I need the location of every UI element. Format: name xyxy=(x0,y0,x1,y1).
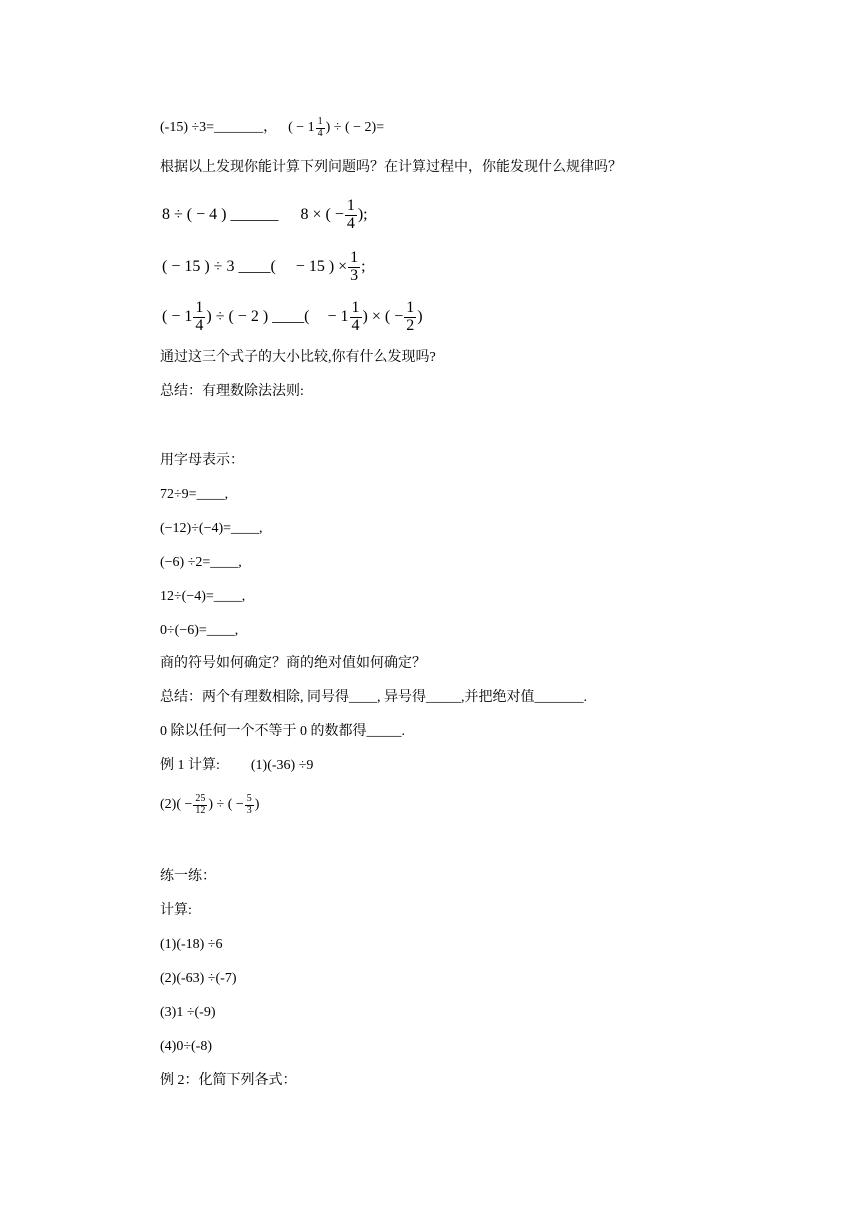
text-line: 用字母表示： xyxy=(160,453,244,468)
text-line: 通过这三个式子的大小比较,你有什么发现吗? xyxy=(160,350,436,365)
practice-heading: 练一练： xyxy=(160,869,216,884)
fraction: $\frac{1}{3}$ xyxy=(350,249,359,284)
exercise-line: 12÷(−4)=____, xyxy=(160,589,246,604)
equation-1: 8 ÷ ( − 4 ) ______ 8 × ( − $\frac{1}{4}$ ); xyxy=(162,197,368,232)
summary-line: 总结：两个有理数相除, 同号得____, 异号得_____,并把绝对值_______. xyxy=(160,690,587,705)
fraction: $\frac{25}{12}$ xyxy=(195,793,206,816)
equation-3: ( − 1 $\frac{1}{4}$ ) ÷ ( − 2 ) ____( − 1 $\frac{1}{4}$ ) × ( − $\frac{1}{2}$ ) xyxy=(162,299,423,334)
fraction: $\frac{1}{4}$ xyxy=(195,299,204,334)
exercise-line: 0÷(−6)=____, xyxy=(160,623,239,638)
fraction: $\frac{1}{4}$ xyxy=(351,299,360,334)
example-2-heading: 例 2：化简下列各式： xyxy=(160,1073,297,1088)
exercise-line: 72÷9=____, xyxy=(160,487,229,502)
fraction: $\frac{1}{4}$ xyxy=(346,197,355,232)
example-1-part-2: (2)( − $\frac{25}{12}$ ) ÷ ( − $\frac{5}{3}$ ) xyxy=(160,793,260,816)
exercise-line: (−6) ÷2=____, xyxy=(160,555,242,570)
division-question-line: (-15) ÷3=_______， ( − 1 $\frac{1}{4}$ ) ÷ ( − 2)= xyxy=(160,116,385,139)
practice-item: (3)1 ÷(-9) xyxy=(160,1005,216,1020)
fraction: $\frac{1}{4}$ xyxy=(317,116,323,139)
prompt-line: 根据以上发现你能计算下列问题吗？在计算过程中，你能发现什么规律吗？ xyxy=(160,160,622,175)
example-1-line: 例 1 计算: (1)(-36) ÷9 xyxy=(160,758,314,773)
text-line: 计算: xyxy=(160,903,192,918)
exercise-line: (−12)÷(−4)=____, xyxy=(160,521,263,536)
fraction: $\frac{1}{2}$ xyxy=(406,299,415,334)
practice-item: (1)(-18) ÷6 xyxy=(160,937,223,952)
fraction: $\frac{5}{3}$ xyxy=(246,793,252,816)
practice-item: (2)(-63) ÷(-7) xyxy=(160,971,237,986)
practice-item: (4)0÷(-8) xyxy=(160,1039,212,1054)
text-line: 0 除以任何一个不等于 0 的数都得_____. xyxy=(160,724,405,739)
summary-heading: 总结：有理数除法法则: xyxy=(160,384,304,399)
equation-2: ( − 15 ) ÷ 3 ____( − 15 ) × $\frac{1}{3}$ ; xyxy=(162,249,366,284)
text-line: 商的符号如何确定？商的绝对值如何确定？ xyxy=(160,656,426,671)
